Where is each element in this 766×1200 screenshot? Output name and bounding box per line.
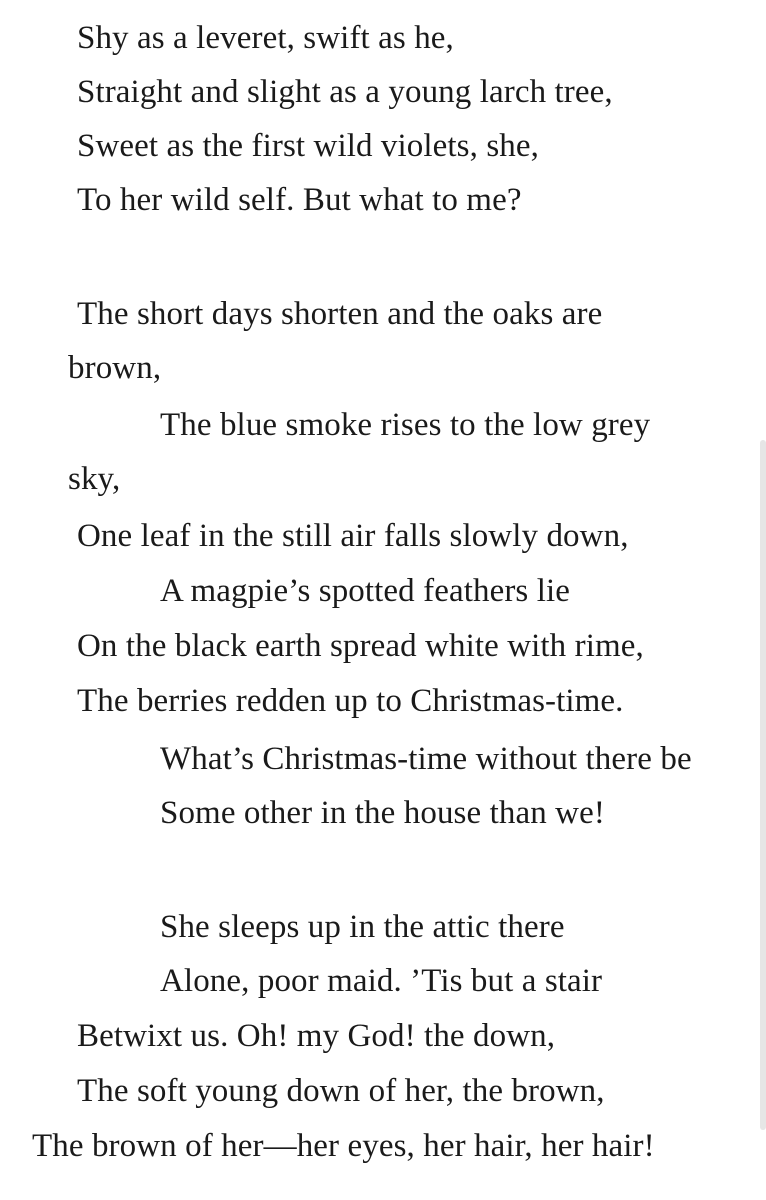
poem-line: brown, xyxy=(68,350,162,386)
poem-line: The soft young down of her, the brown, xyxy=(77,1073,605,1109)
poem-line: Alone, poor maid. ’Tis but a stair xyxy=(160,963,603,999)
poem-line: What’s Christmas-time without there be xyxy=(160,741,692,777)
poem-line: Shy as a leveret, swift as he, xyxy=(77,20,454,56)
poem-line: The blue smoke rises to the low grey xyxy=(160,407,651,443)
poem-line: One leaf in the still air falls slowly down, xyxy=(77,518,629,554)
poem-line: A magpie’s spotted feathers lie xyxy=(160,573,570,609)
poem-line: To her wild self. But what to me? xyxy=(77,182,522,218)
poem-line: On the black earth spread white with rime, xyxy=(77,628,644,664)
poem-line: sky, xyxy=(68,461,121,497)
poem-line: The short days shorten and the oaks are xyxy=(77,296,603,332)
poem-line: Sweet as the first wild violets, she, xyxy=(77,128,539,164)
poem-line: Some other in the house than we! xyxy=(160,795,605,831)
poem-line: The berries redden up to Christmas-time. xyxy=(77,683,624,719)
scrollbar[interactable] xyxy=(760,440,766,1130)
poem-line: The brown of her—her eyes, her hair, her hair! xyxy=(32,1128,655,1164)
poem-line: Betwixt us. Oh! my God! the down, xyxy=(77,1018,556,1054)
poem-line: Straight and slight as a young larch tree, xyxy=(77,74,613,110)
poem-line: She sleeps up in the attic there xyxy=(160,909,565,945)
